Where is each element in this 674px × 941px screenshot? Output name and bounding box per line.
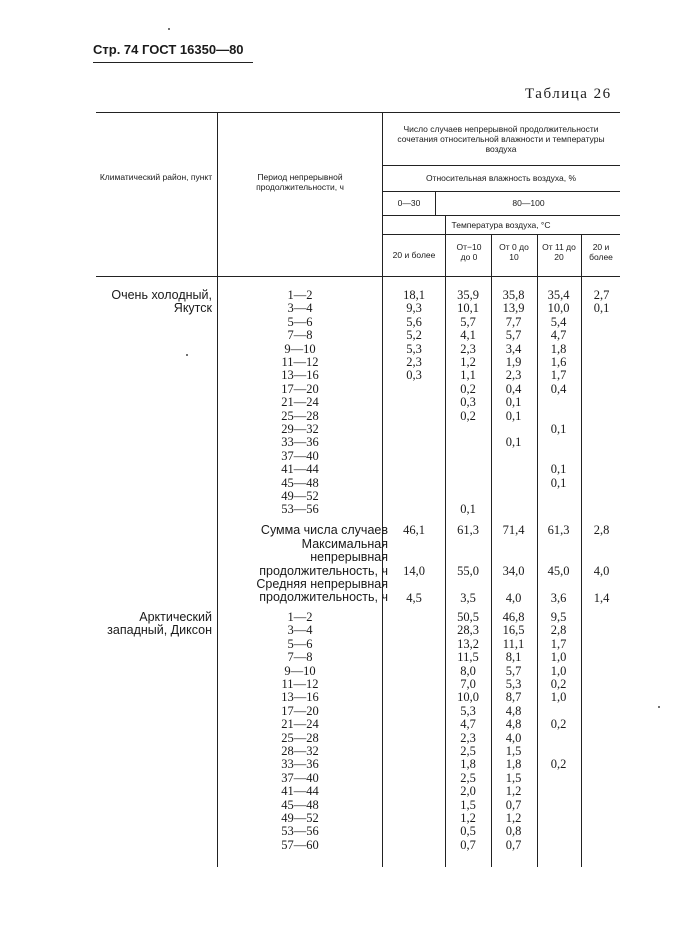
value-cell: 2,7 (593, 288, 610, 302)
value-cell: 1,8 (550, 341, 567, 356)
value-cell: 1,5 (505, 770, 522, 785)
value-cell (583, 624, 620, 637)
period-cell: 49—52 (281, 811, 319, 825)
value-cell (583, 477, 620, 490)
summary-value: 4,5 (406, 591, 422, 605)
value-cell: 2,0 (460, 784, 476, 799)
value-cell (447, 490, 489, 503)
value-cell: 4,8 (505, 703, 522, 718)
value-cell (385, 705, 443, 718)
value-cell: 1,5 (460, 797, 476, 812)
value-cell: 8,0 (460, 663, 476, 678)
value-cell: 1,2 (505, 784, 522, 799)
value-cell (583, 812, 620, 825)
header-bottom-rule (96, 276, 620, 277)
group-rule-4 (382, 234, 620, 235)
value-cell: 5,4 (550, 314, 567, 329)
value-cell: 5,7 (505, 328, 522, 343)
value-cell: 0,1 (505, 395, 522, 410)
value-cell: 7,7 (505, 314, 522, 329)
speck (186, 354, 188, 356)
summary-value: 46,1 (403, 523, 425, 537)
value-cell: 1,8 (505, 757, 522, 772)
value-cell: 1,1 (460, 368, 476, 383)
max-label: Максимальная непрерывная продолжительность, ч (259, 537, 388, 578)
value-cell: 2,3 (406, 355, 422, 369)
value-cell: 0,1 (505, 435, 522, 450)
value-cell: 2,8 (550, 623, 567, 638)
value-cell: 2,3 (460, 730, 476, 745)
value-cell (583, 490, 620, 503)
period-cell: 53—56 (281, 824, 319, 839)
speck (658, 706, 660, 708)
value-cell (447, 450, 489, 463)
period-cell: 28—32 (281, 744, 319, 758)
value-cell (583, 651, 620, 664)
value-cell (583, 638, 620, 651)
value-cell (583, 785, 620, 798)
value-cell: 1,9 (505, 355, 522, 369)
value-cell: 1,2 (460, 355, 476, 369)
value-cell: 0,1 (550, 475, 567, 490)
summary-value: 1,4 (593, 591, 610, 605)
value-cell: 1,6 (550, 355, 567, 369)
value-cell: 0,3 (406, 368, 422, 383)
value-cell: 1,2 (505, 811, 522, 825)
period-column-header: Период непрерывной продолжительности, ч (256, 172, 344, 192)
value-cell: 0,7 (460, 837, 476, 852)
value-cell: 0,4 (550, 381, 567, 396)
period-cell: 9—10 (284, 663, 316, 678)
summary-value: 55,0 (457, 564, 479, 578)
region-yakutsk: Очень холодный, Якутск (111, 288, 212, 316)
value-cell (385, 839, 443, 852)
value-cell: 5,3 (505, 677, 522, 691)
summary-value: 34,0 (502, 564, 525, 578)
value-cell (583, 758, 620, 771)
value-cell (385, 651, 443, 664)
period-cell: 5—6 (287, 636, 313, 651)
period-cell: 21—24 (281, 717, 319, 732)
speck (168, 28, 170, 30)
period-cell: 1—2 (287, 288, 313, 302)
summary-value: 4,0 (505, 591, 522, 605)
value-cell (385, 785, 443, 798)
value-cell (385, 799, 443, 812)
value-cell: 0,2 (550, 677, 567, 691)
value-cell: 5,6 (406, 314, 422, 329)
value-cell (385, 396, 443, 409)
value-cell: 9,3 (406, 301, 422, 316)
period-cell: 37—40 (281, 448, 319, 463)
group-column-header: Число случаев непрерывной продолжительности сочетания относительной влажности и температуры воздуха (397, 124, 605, 154)
period-cell: 5—6 (287, 314, 313, 329)
value-cell: 2,5 (460, 770, 476, 785)
value-cell: 5,7 (460, 314, 476, 329)
period-cell: 37—40 (281, 770, 319, 785)
value-cell: 35,8 (502, 288, 525, 302)
group-subrule (435, 191, 436, 215)
value-cell (538, 745, 579, 758)
value-cell (583, 665, 620, 678)
period-cell: 11—12 (281, 677, 319, 691)
value-cell: 2,3 (505, 368, 522, 383)
summary-value: 71,4 (502, 523, 525, 537)
value-cell (492, 423, 535, 436)
value-cell (385, 490, 443, 503)
value-cell (583, 410, 620, 423)
period-cell: 3—4 (287, 301, 313, 316)
value-cell (538, 410, 579, 423)
value-cell (583, 369, 620, 382)
value-cell (583, 705, 620, 718)
period-cell: 7—8 (287, 650, 313, 665)
value-cell (583, 463, 620, 476)
value-cell: 46,8 (502, 610, 525, 624)
avg-label: Средняя непрерывная продолжительность, ч (256, 577, 388, 605)
value-cell (583, 396, 620, 409)
period-cell: 9—10 (284, 341, 316, 356)
value-cell: 4,7 (460, 717, 476, 732)
value-cell (538, 839, 579, 852)
summary-value: 45,0 (547, 564, 570, 578)
value-cell: 9,5 (550, 610, 567, 624)
summary-value: 4,0 (593, 564, 610, 578)
value-cell: 5,2 (406, 328, 422, 343)
value-cell: 0,7 (505, 837, 522, 852)
value-cell (385, 436, 443, 449)
value-cell (538, 799, 579, 812)
value-cell: 11,1 (502, 636, 525, 651)
humidity-header: Относительная влажность воздуха, % (425, 173, 577, 183)
value-cell: 0,4 (505, 381, 522, 396)
value-cell (583, 356, 620, 369)
value-cell: 0,1 (505, 408, 522, 423)
value-cell (538, 450, 579, 463)
value-cell (583, 799, 620, 812)
value-cell: 5,3 (406, 341, 422, 356)
summary-value: 61,3 (457, 523, 479, 537)
value-cell (447, 423, 489, 436)
value-cell: 50,5 (457, 610, 479, 624)
value-cell: 8,7 (505, 690, 522, 705)
value-cell: 13,9 (502, 301, 525, 316)
value-cell (583, 772, 620, 785)
value-cell: 10,1 (457, 301, 479, 316)
value-cell (583, 732, 620, 745)
value-cell (583, 450, 620, 463)
value-cell (538, 396, 579, 409)
value-cell: 0,2 (460, 381, 476, 396)
value-cell: 16,5 (502, 623, 525, 638)
value-cell (385, 758, 443, 771)
value-cell: 1,0 (550, 663, 567, 678)
col-rule-3 (445, 215, 446, 867)
value-cell (583, 691, 620, 704)
value-cell (385, 678, 443, 691)
value-cell (583, 383, 620, 396)
value-cell: 10,0 (547, 301, 570, 316)
value-cell (385, 638, 443, 651)
period-cell: 45—48 (281, 797, 319, 812)
value-cell (583, 611, 620, 624)
value-cell: 10,0 (457, 690, 479, 705)
value-cell (538, 732, 579, 745)
value-cell (583, 839, 620, 852)
sum-label: Сумма числа случаев (260, 523, 388, 537)
value-cell (492, 463, 535, 476)
value-cell: 0,7 (505, 797, 522, 812)
value-cell (385, 611, 443, 624)
value-cell (583, 329, 620, 342)
value-cell (385, 665, 443, 678)
value-cell: 1,2 (460, 811, 476, 825)
value-cell: 0,8 (505, 824, 522, 839)
period-cell: 17—20 (281, 703, 319, 718)
value-cell (447, 463, 489, 476)
value-cell: 0,1 (593, 301, 610, 316)
value-cell (538, 490, 579, 503)
value-cell (385, 825, 443, 838)
value-cell (385, 691, 443, 704)
col-rule-2 (382, 112, 383, 867)
value-cell: 8,1 (505, 650, 522, 665)
value-cell: 0,1 (460, 502, 476, 517)
value-cell (538, 503, 579, 516)
value-cell (583, 745, 620, 758)
summary-value: 61,3 (547, 523, 570, 537)
group-rule-3 (382, 215, 620, 216)
page-header: Стр. 74 ГОСТ 16350—80 (93, 42, 244, 57)
value-cell (385, 503, 443, 516)
value-cell: 0,1 (550, 422, 567, 436)
region-dikson: Арктический западный, Диксон (107, 610, 212, 638)
value-cell (583, 316, 620, 329)
period-cell: 41—44 (281, 462, 319, 477)
period-cell: 41—44 (281, 784, 319, 799)
period-cell: 13—16 (281, 690, 319, 705)
value-cell: 1,0 (550, 650, 567, 665)
summary-value: 3,6 (550, 591, 567, 605)
period-cell: 33—36 (281, 757, 319, 772)
value-cell: 35,9 (457, 288, 479, 302)
value-cell: 1,5 (505, 744, 522, 758)
value-cell (583, 423, 620, 436)
period-cell: 57—60 (281, 837, 319, 852)
value-cell (385, 477, 443, 490)
temp-header: От−10 до 0 (456, 242, 482, 262)
value-cell: 35,4 (547, 288, 570, 302)
value-cell (583, 436, 620, 449)
value-cell (385, 812, 443, 825)
value-cell (538, 785, 579, 798)
value-cell (492, 490, 535, 503)
value-cell (583, 343, 620, 356)
value-cell (492, 450, 535, 463)
value-cell (583, 503, 620, 516)
value-cell (538, 825, 579, 838)
value-cell: 18,1 (403, 288, 425, 302)
value-cell: 5,7 (505, 663, 522, 678)
value-cell (538, 812, 579, 825)
value-cell: 7,0 (460, 677, 476, 691)
value-cell (385, 772, 443, 785)
value-cell: 1,0 (550, 690, 567, 705)
period-cell: 11—12 (281, 355, 319, 369)
table-top-rule (96, 112, 620, 113)
value-cell: 0,2 (550, 717, 567, 732)
period-cell: 53—56 (281, 502, 319, 517)
value-cell: 4,1 (460, 328, 476, 343)
value-cell: 13,2 (457, 636, 479, 651)
value-cell (447, 436, 489, 449)
period-cell: 1—2 (287, 610, 313, 624)
period-cell: 25—28 (281, 730, 319, 745)
period-cell: 49—52 (281, 489, 319, 503)
value-cell (583, 678, 620, 691)
value-cell (385, 624, 443, 637)
period-cell: 17—20 (281, 381, 319, 396)
value-cell (385, 450, 443, 463)
humidity-high-header: 80—100 (512, 198, 545, 208)
period-cell: 21—24 (281, 395, 319, 410)
value-cell: 0,3 (460, 395, 476, 410)
value-cell (538, 436, 579, 449)
value-cell (583, 718, 620, 731)
value-cell (447, 477, 489, 490)
period-cell: 29—32 (281, 422, 319, 436)
value-cell: 11,5 (457, 650, 479, 665)
group-rule-1 (382, 165, 620, 166)
value-cell: 4,0 (505, 730, 522, 745)
value-cell: 28,3 (457, 623, 479, 638)
value-cell: 2,3 (460, 341, 476, 356)
value-cell: 4,7 (550, 328, 567, 343)
value-cell: 5,3 (460, 703, 476, 718)
value-cell (385, 732, 443, 745)
value-cell: 0,2 (550, 757, 567, 772)
period-cell: 13—16 (281, 368, 319, 383)
summary-value: 3,5 (460, 591, 476, 605)
value-cell: 2,5 (460, 744, 476, 758)
value-cell (385, 718, 443, 731)
period-cell: 45—48 (281, 475, 319, 490)
value-cell (538, 705, 579, 718)
value-cell: 3,4 (505, 341, 522, 356)
table-title: Таблица 26 (525, 86, 612, 102)
value-cell (492, 503, 535, 516)
temp-header: От 11 до 20 (542, 242, 576, 262)
col-rule-6 (581, 234, 582, 867)
group-rule-2 (382, 191, 620, 192)
temp-header: От 0 до 10 (499, 242, 529, 262)
summary-value: 2,8 (593, 523, 610, 537)
value-cell (385, 745, 443, 758)
value-cell: 0,2 (460, 408, 476, 423)
period-cell: 3—4 (287, 623, 313, 638)
value-cell (583, 825, 620, 838)
value-cell (538, 772, 579, 785)
value-cell: 1,7 (550, 636, 567, 651)
value-cell: 4,8 (505, 717, 522, 732)
period-cell: 7—8 (287, 328, 313, 343)
value-cell: 1,8 (460, 757, 476, 772)
value-cell (385, 423, 443, 436)
region-column-header: Климатический район, пункт (99, 172, 213, 182)
value-cell (385, 410, 443, 423)
period-cell: 33—36 (281, 435, 319, 450)
value-cell: 0,1 (550, 462, 567, 477)
value-cell: 0,5 (460, 824, 476, 839)
value-cell (385, 463, 443, 476)
humidity-low-header: 0—30 (397, 198, 421, 208)
value-cell: 1,7 (550, 368, 567, 383)
period-cell: 25—28 (281, 408, 319, 423)
temp-header: 20 и более (589, 242, 613, 262)
value-cell (492, 477, 535, 490)
summary-value: 14,0 (403, 564, 425, 578)
temperature-header: Температура воздуха, °С (451, 220, 551, 230)
header-underline (93, 62, 253, 63)
col-rule-1 (217, 112, 218, 867)
value-cell (385, 383, 443, 396)
temp-header: 20 и более (392, 250, 436, 260)
